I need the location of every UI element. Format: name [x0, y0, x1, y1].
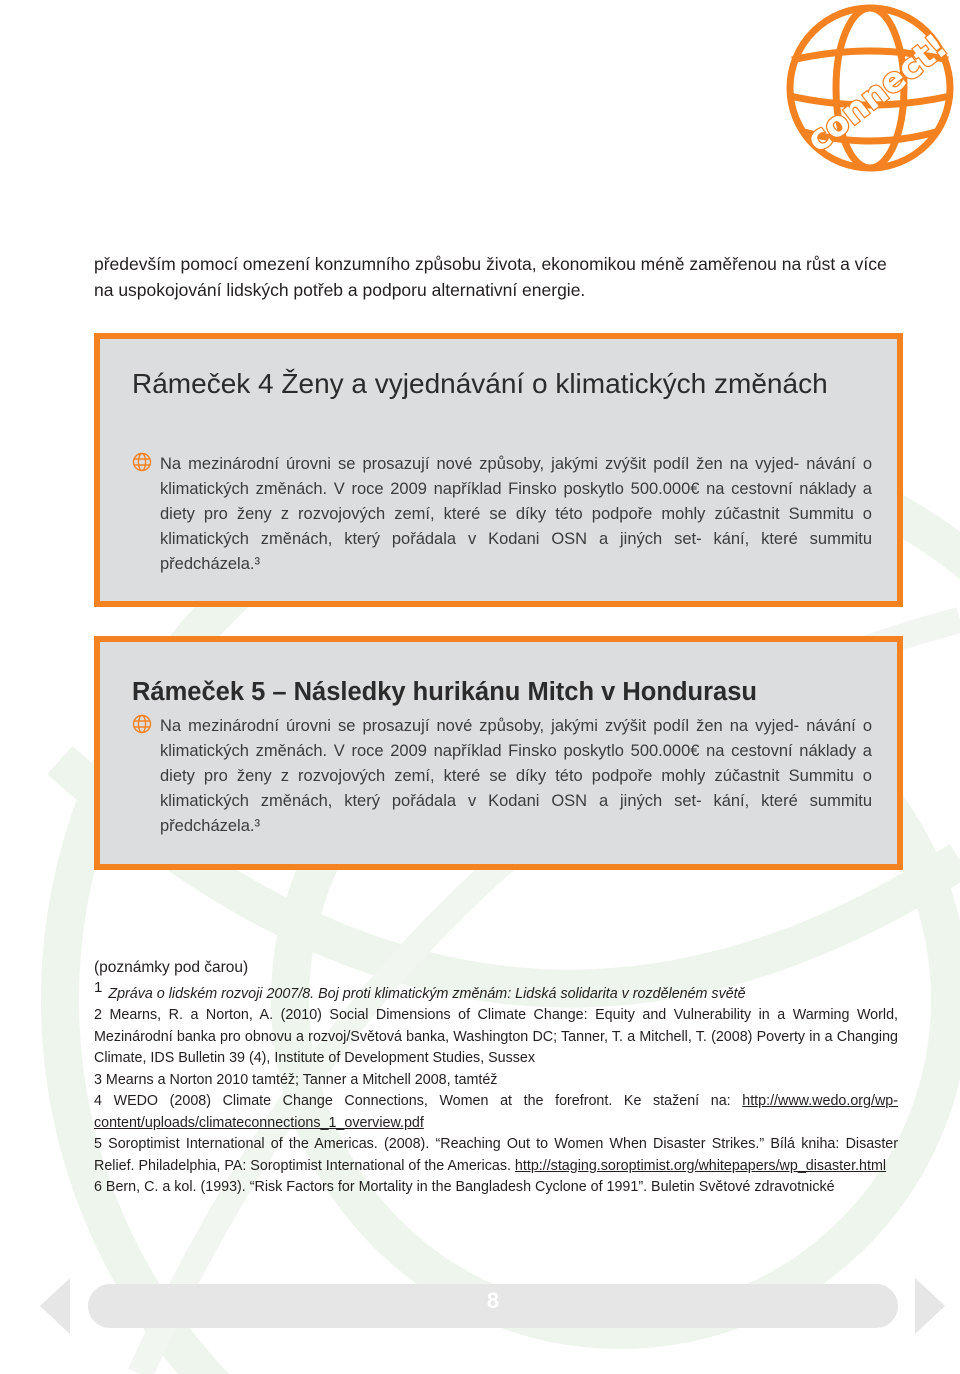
page-number: 8: [486, 1288, 500, 1313]
box-4: [94, 333, 903, 607]
intro-paragraph: především pomocí omezení konzumního způsobu života, ekonomikou méně zaměřenou na růst a více na uspokojování lidských potřeb a podporu alternativní energie.: [94, 254, 887, 300]
footnote-2: 2 Mearns, R. a Norton, A. (2010) Social Dimensions of Climate Change: Equity and Vulnerability in a Warming World, Mezinárodní banka pro obnovu a rozvoj/Světová banka, Washington DC; Tanner, T. a Mitchell, T. (2008) Poverty in a Changing Climate, IDS Bulletin 39 (4), Institute of Development Studies, Sussex: [94, 1007, 898, 1066]
footnote-5-link[interactable]: http://staging.soroptimist.org/whitepapers/wp_disaster.html: [514, 1157, 887, 1174]
box-4-text: Na mezinárodní úrovni se prosazují nové způsoby, jakými zvýšit podíl žen na vyjed- návání o klimatických změnách. V roce 2009 například Finsko poskytlo 500.000€ na cestovní náklady a diety pro ženy z rozvojových zemí, které se díky této podpoře mohly zúčastnit Summitu o klimatických změnách, který pořádala v Kodani OSN a jiných set- kání, které summitu předcházela.³: [160, 455, 872, 573]
globe-bullet-icon: [132, 714, 152, 734]
box-4-title: Rámeček 4 Ženy a vyjednávání o klimatických změnách: [132, 368, 828, 399]
footnotes: [94, 957, 898, 1199]
globe-bullet-icon: [132, 452, 152, 472]
footnote-4: [94, 1091, 898, 1134]
box-5-title: Rámeček 5 – Následky hurikánu Mitch v Hondurasu: [132, 678, 757, 706]
footnote-1-text: Zpráva o lidském rozvoji 2007/8. Boj proti klimatickým změnám: Lidská solidarita v rozděleném světě: [108, 985, 746, 1002]
footnote-4-text: 4 WEDO (2008) Climate Change Connections, Women at the forefront. Ke stažení na:: [94, 1093, 743, 1109]
box-5: [94, 636, 903, 870]
footnote-1: [94, 978, 898, 1006]
footnotes-heading: (poznámky pod čarou): [94, 959, 249, 976]
footnote-5: [94, 1134, 898, 1177]
footnote-4-link[interactable]: http://www.wedo.org/wp-content/uploads/climateconnections_1_overview.pdf: [94, 1093, 898, 1131]
footnote-5-text: 5 Soroptimist International of the Americas. (2008). “Reaching Out to Women When Disaster Strikes.” Bílá kniha: Disaster Relief. Philadelphia, PA: Soroptimist International of the Americas.: [94, 1136, 898, 1174]
footnote-3: 3 Mearns a Norton 2010 tamtéž; Tanner a Mitchell 2008, tamtéž: [94, 1071, 498, 1088]
connect-logo: [760, 0, 960, 180]
box-5-text: Na mezinárodní úrovni se prosazují nové způsoby, jakými zvýšit podíl žen na vyjed- návání o klimatických změnách. V roce 2009 například Finsko poskytlo 500.000€ na cestovní náklady a diety pro ženy z rozvojových zemí, které se díky této podpoře mohly zúčastnit Summitu o klimatických změnách, který pořádala v Kodani OSN a jiných set- kání, které summitu předcházela.³: [160, 717, 872, 835]
footnote-6: 6 Bern, C. a kol. (1993). “Risk Factors for Mortality in the Bangladesh Cyclone of 1991”. Buletin Světové zdravotnické: [94, 1179, 835, 1195]
footnote-1-number: 1: [94, 978, 103, 996]
logo-text: connect!: [799, 26, 956, 161]
